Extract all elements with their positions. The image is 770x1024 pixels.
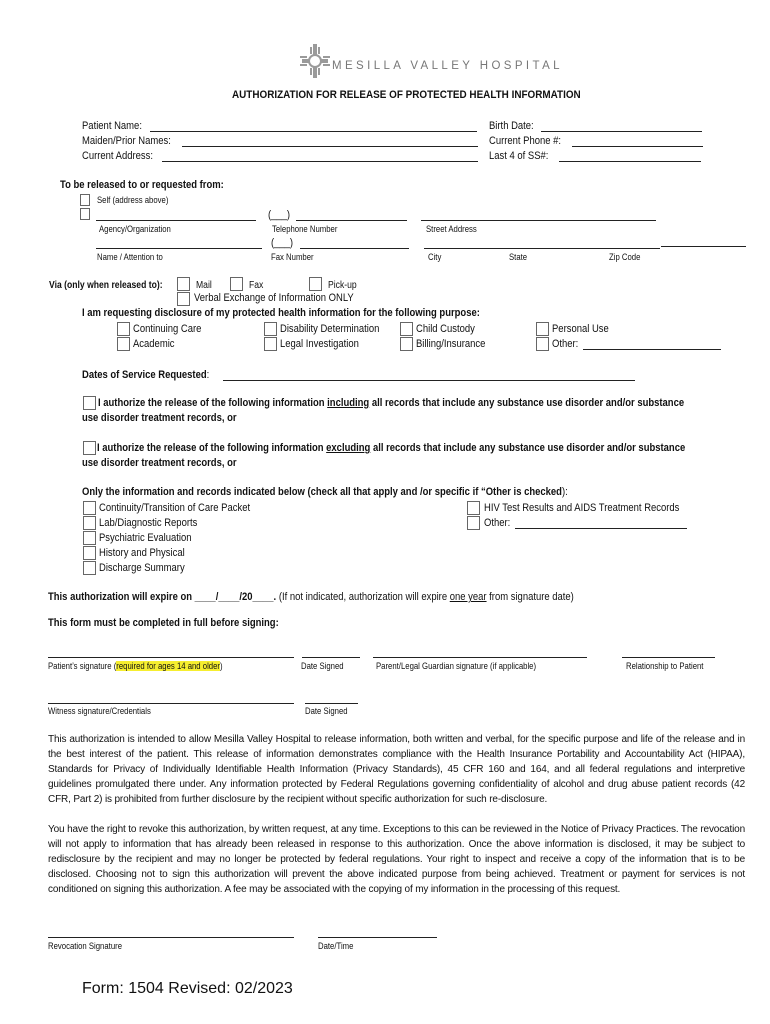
zip-label: Zip Code: [609, 252, 641, 262]
excluding-keyword: excluding: [326, 442, 371, 454]
witness-date-field[interactable]: [305, 703, 358, 704]
records-other-label: Other:: [484, 517, 511, 529]
including-statement: I authorize the release of the following information including all records that include any substance use disorder and/or substance: [98, 397, 685, 409]
revocation-signature-field[interactable]: [48, 937, 294, 938]
ssn-field[interactable]: [559, 161, 701, 162]
billing-label: Billing/Insurance: [416, 338, 486, 350]
dates-of-service: Dates of Service Requested:: [82, 369, 210, 381]
billing-checkbox[interactable]: [400, 337, 413, 351]
authorization-paragraph: This authorization is intended to allow Mesilla Valley Hospital to release information, both written and verbal, for the specific purpose and life of the release and in the best interest of the patient. This release of information demonstrates compliance with the Health Insurance Portability and Accountability Act (HIPAA), Standards for Privacy of Individually Identifiable Health Information (Privacy Standards), 45 CFR 160 and 164, and all federal regulations and interpretive guidelines promulgated there under. Any information protected by Federal Regulations governing confidentiality of alcohol and drug abuse patient records (42 CFR, Part 2) is prohibited from further disclosure by the recipient without specific authorization for such re-disclosure.: [48, 734, 745, 805]
current-phone-field[interactable]: [572, 146, 703, 147]
patient-date-field[interactable]: [302, 657, 360, 658]
revocation-date-label: Date/Time: [318, 941, 354, 951]
relationship-field[interactable]: [622, 657, 715, 658]
expiration-date-blanks: This authorization will expire on ____/____/20____.: [48, 591, 277, 603]
record-checkbox-psychiatric[interactable]: [83, 531, 96, 545]
revocation-signature-label: Revocation Signature: [48, 941, 123, 951]
hiv-label: HIV Test Results and AIDS Treatment Records: [484, 502, 680, 514]
pickup-checkbox[interactable]: [309, 277, 322, 291]
current-address-label: Current Address:: [82, 150, 153, 162]
record-checkbox-continuity[interactable]: [83, 501, 96, 515]
legal-checkbox[interactable]: [264, 337, 277, 351]
fax-checkbox[interactable]: [230, 277, 243, 291]
ssn-label: Last 4 of SS#:: [489, 150, 549, 162]
academic-label: Academic: [133, 338, 175, 350]
fax-number-label: Fax Number: [271, 252, 314, 262]
record-item-psychiatric: Psychiatric Evaluation: [99, 532, 192, 544]
academic-checkbox[interactable]: [117, 337, 130, 351]
current-phone-row: [489, 134, 561, 149]
form-title: AUTHORIZATION FOR RELEASE OF PROTECTED HEALTH INFORMATION: [232, 89, 581, 101]
personal-label: Personal Use: [552, 323, 609, 335]
record-item-discharge: Discharge Summary: [99, 562, 185, 574]
excluding-checkbox[interactable]: [83, 441, 96, 455]
records-heading: Only the information and records indicated below (check all that apply and /or specific if “Other is checked):: [82, 486, 568, 498]
complete-notice: This form must be completed in full before signing:: [48, 617, 279, 629]
birth-date-label: Birth Date:: [489, 120, 534, 132]
mail-label: Mail: [196, 280, 212, 291]
name-attention-field[interactable]: [96, 248, 262, 249]
fax-label: Fax: [249, 280, 264, 291]
city-label: City: [428, 252, 442, 262]
patient-name-field[interactable]: [150, 131, 477, 132]
patient-signature-label: Patient’s signature (required for ages 14 and older): [48, 661, 223, 671]
hospital-name: MESILLA VALLEY HOSPITAL: [332, 60, 563, 72]
purpose-heading: I am requesting disclosure of my protected health information for the following purpose:: [82, 307, 480, 319]
agency-checkbox[interactable]: [80, 208, 90, 220]
revocation-date-field[interactable]: [318, 937, 437, 938]
including-keyword: including: [327, 397, 370, 409]
witness-date-label: Date Signed: [305, 706, 348, 716]
excluding-statement: I authorize the release of the following information excluding all records that include any substance use disorder and/or substance: [97, 442, 686, 454]
verbal-label: Verbal Exchange of Information ONLY: [194, 292, 354, 304]
telephone-label: Telephone Number: [272, 224, 338, 234]
including-statement-line2: use disorder treatment records, or: [82, 412, 237, 424]
patient-name-label: Patient Name:: [82, 120, 142, 132]
verbal-checkbox[interactable]: [177, 292, 190, 306]
fax-field[interactable]: [300, 248, 409, 249]
agency-label: Agency/Organization: [99, 224, 171, 234]
legal-label: Legal Investigation: [280, 338, 359, 350]
self-label: Self (address above): [97, 195, 169, 205]
maiden-names-row: [82, 134, 171, 149]
ssn-row: [489, 149, 561, 164]
personal-checkbox[interactable]: [536, 322, 549, 336]
record-item-history: History and Physical: [99, 547, 185, 559]
telephone-field[interactable]: [296, 220, 407, 221]
name-attention-label: Name / Attention to: [97, 252, 163, 262]
agency-field[interactable]: [96, 220, 256, 221]
disability-checkbox[interactable]: [264, 322, 277, 336]
custody-checkbox[interactable]: [400, 322, 413, 336]
via-label: Via (only when released to):: [49, 280, 163, 291]
mail-checkbox[interactable]: [177, 277, 190, 291]
patient-signature-field[interactable]: [48, 657, 294, 658]
current-address-row: [82, 149, 171, 164]
patient-date-label: Date Signed: [301, 661, 344, 671]
records-other-field[interactable]: [515, 528, 687, 529]
street-field[interactable]: [421, 220, 656, 221]
maiden-names-label: Maiden/Prior Names:: [82, 135, 171, 147]
telephone-paren: (___): [268, 209, 291, 221]
continuing-care-label: Continuing Care: [133, 323, 202, 335]
fax-paren: (___): [271, 237, 294, 249]
purpose-other-field[interactable]: [583, 349, 721, 350]
zia-sun-cross-icon: [300, 44, 330, 78]
record-checkbox-discharge[interactable]: [83, 561, 96, 575]
form-revision-footer: Form: 1504 Revised: 02/2023: [82, 980, 293, 997]
release-to-heading: To be released to or requested from:: [60, 179, 224, 191]
street-label: Street Address: [426, 224, 477, 234]
hiv-checkbox[interactable]: [467, 501, 480, 515]
patient-info-right: [489, 119, 561, 164]
state-label: State: [509, 252, 528, 262]
disability-label: Disability Determination: [280, 323, 380, 335]
witness-signature-label: Witness signature/Credentials: [48, 706, 151, 716]
patient-info-left: [82, 119, 171, 164]
current-address-field[interactable]: [162, 161, 478, 162]
purpose-other-checkbox[interactable]: [536, 337, 549, 351]
continuing-care-checkbox[interactable]: [117, 322, 130, 336]
record-checkbox-lab[interactable]: [83, 516, 96, 530]
relationship-label: Relationship to Patient: [626, 661, 704, 671]
guardian-signature-label: Parent/Legal Guardian signature (if applicable): [376, 661, 537, 671]
pickup-label: Pick-up: [328, 280, 357, 291]
current-phone-label: Current Phone #:: [489, 135, 562, 147]
including-checkbox[interactable]: [83, 396, 96, 410]
dates-of-service-field[interactable]: [223, 380, 635, 381]
city-state-field[interactable]: [424, 248, 660, 249]
record-item-lab: Lab/Diagnostic Reports: [99, 517, 198, 529]
witness-signature-field[interactable]: [48, 703, 294, 704]
self-checkbox[interactable]: [80, 194, 90, 206]
revocation-paragraph: You have the right to revoke this authorization, by written request, at any time. Exceptions to this can be reviewed in the Notice of Privacy Practices. The revocation will not apply to information that has already been released in response to this authorization. Once the above information is disclosed, it may be subject to redisclosure by the recipient and may no longer be protected by federal regulations. Your right to inspect and receive a copy of the information that is to be disclosed. Choosing not to sign this authorization will prevent the above indicated purpose from being achieved. Treatment or payment for services is not conditioned on signing this authorization. A fee may be associated with the copying of my information in the processing of this request.: [48, 824, 745, 895]
record-item-continuity: Continuity/Transition of Care Packet: [99, 502, 251, 514]
guardian-signature-field[interactable]: [373, 657, 587, 658]
excluding-statement-line2: use disorder treatment records, or: [82, 457, 237, 469]
birth-date-field[interactable]: [541, 131, 702, 132]
purpose-other-label: Other:: [552, 338, 579, 350]
maiden-names-field[interactable]: [182, 146, 478, 147]
expiration-statement: This authorization will expire on ____/____/20____. (If not indicated, authorization will expire one year from signature date): [48, 591, 574, 603]
zip-field[interactable]: [661, 246, 746, 247]
age-requirement-highlight: required for ages 14 and older: [116, 661, 220, 671]
records-other-checkbox[interactable]: [467, 516, 480, 530]
record-checkbox-history[interactable]: [83, 546, 96, 560]
dates-of-service-label: Dates of Service Requested: [82, 369, 207, 381]
custody-label: Child Custody: [416, 323, 475, 335]
